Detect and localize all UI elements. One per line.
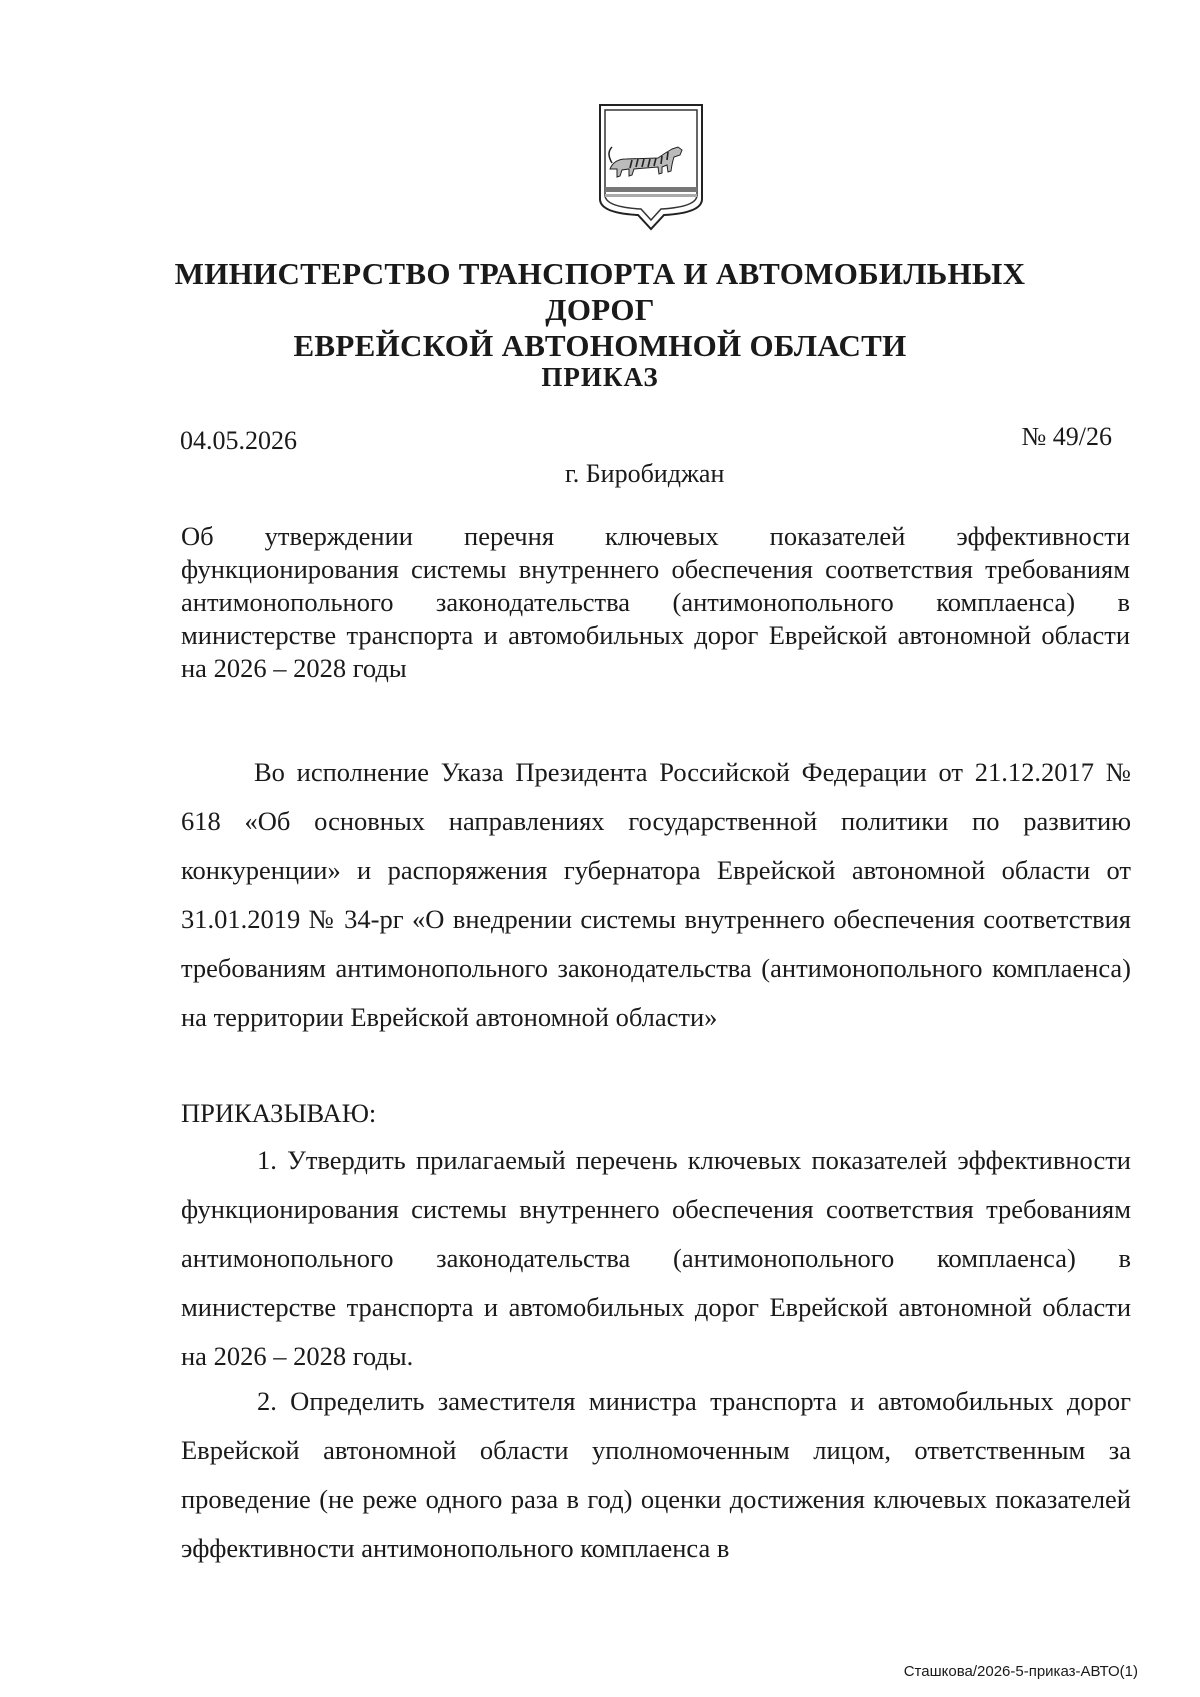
preamble-paragraph: Во исполнение Указа Президента Российской Федерации от 21.12.2017 № 618 «Об основных направлениях государственной политики по развитию конкуренции» и распоряжения губернатора Еврейской автономной области от 31.01.2019 № 34-рг «О внедрении системы внутреннего обеспечения соответствия требованиям антимонопольного законодательства (антимонопольного комплаенса) на территории Еврейской автономной области» [181, 757, 1131, 1032]
document-subject: Об утверждении перечня ключевых показателей эффективности функционирования системы внутреннего обеспечения соответствия требованиям антимонопольного законодательства (антимонопольного комплаенса) в министерстве транспорта и автомобильных дорог Еврейской автономной области на 2026 – 2028 годы [181, 521, 1130, 683]
order-word: ПРИКАЗЫВАЮ: [181, 1098, 377, 1128]
document-type: ПРИКАЗ [541, 362, 659, 392]
ministry-name-line2: ЕВРЕЙСКОЙ АВТОНОМНОЙ ОБЛАСТИ [293, 328, 907, 363]
ministry-name-line1: МИНИСТЕРСТВО ТРАНСПОРТА И АВТОМОБИЛЬНЫХ ДОРОГ [174, 256, 1026, 327]
coat-of-arms-icon [598, 103, 704, 231]
document-number: № 49/26 [1021, 422, 1112, 451]
document-city: г. Биробиджан [565, 459, 725, 488]
document-date: 04.05.2026 [180, 426, 297, 455]
file-reference: Сташкова/2026-5-приказ-АВТО(1) [903, 1663, 1138, 1680]
ministry-heading [150, 256, 1050, 364]
order-item-1: 1. Утвердить прилагаемый перечень ключевых показателей эффективности функционирования системы внутреннего обеспечения соответствия требованиям антимонопольного законодательства (антимонопольного комплаенса) в министерстве транспорта и автомобильных дорог Еврейской автономной области на 2026 – 2028 годы. [181, 1145, 1131, 1371]
order-item-2: 2. Определить заместителя министра транспорта и автомобильных дорог Еврейской автономной области уполномоченным лицом, ответственным за проведение (не реже одного раза в год) оценки достижения ключевых показателей эффективности антимонопольного комплаенса в [181, 1386, 1131, 1563]
